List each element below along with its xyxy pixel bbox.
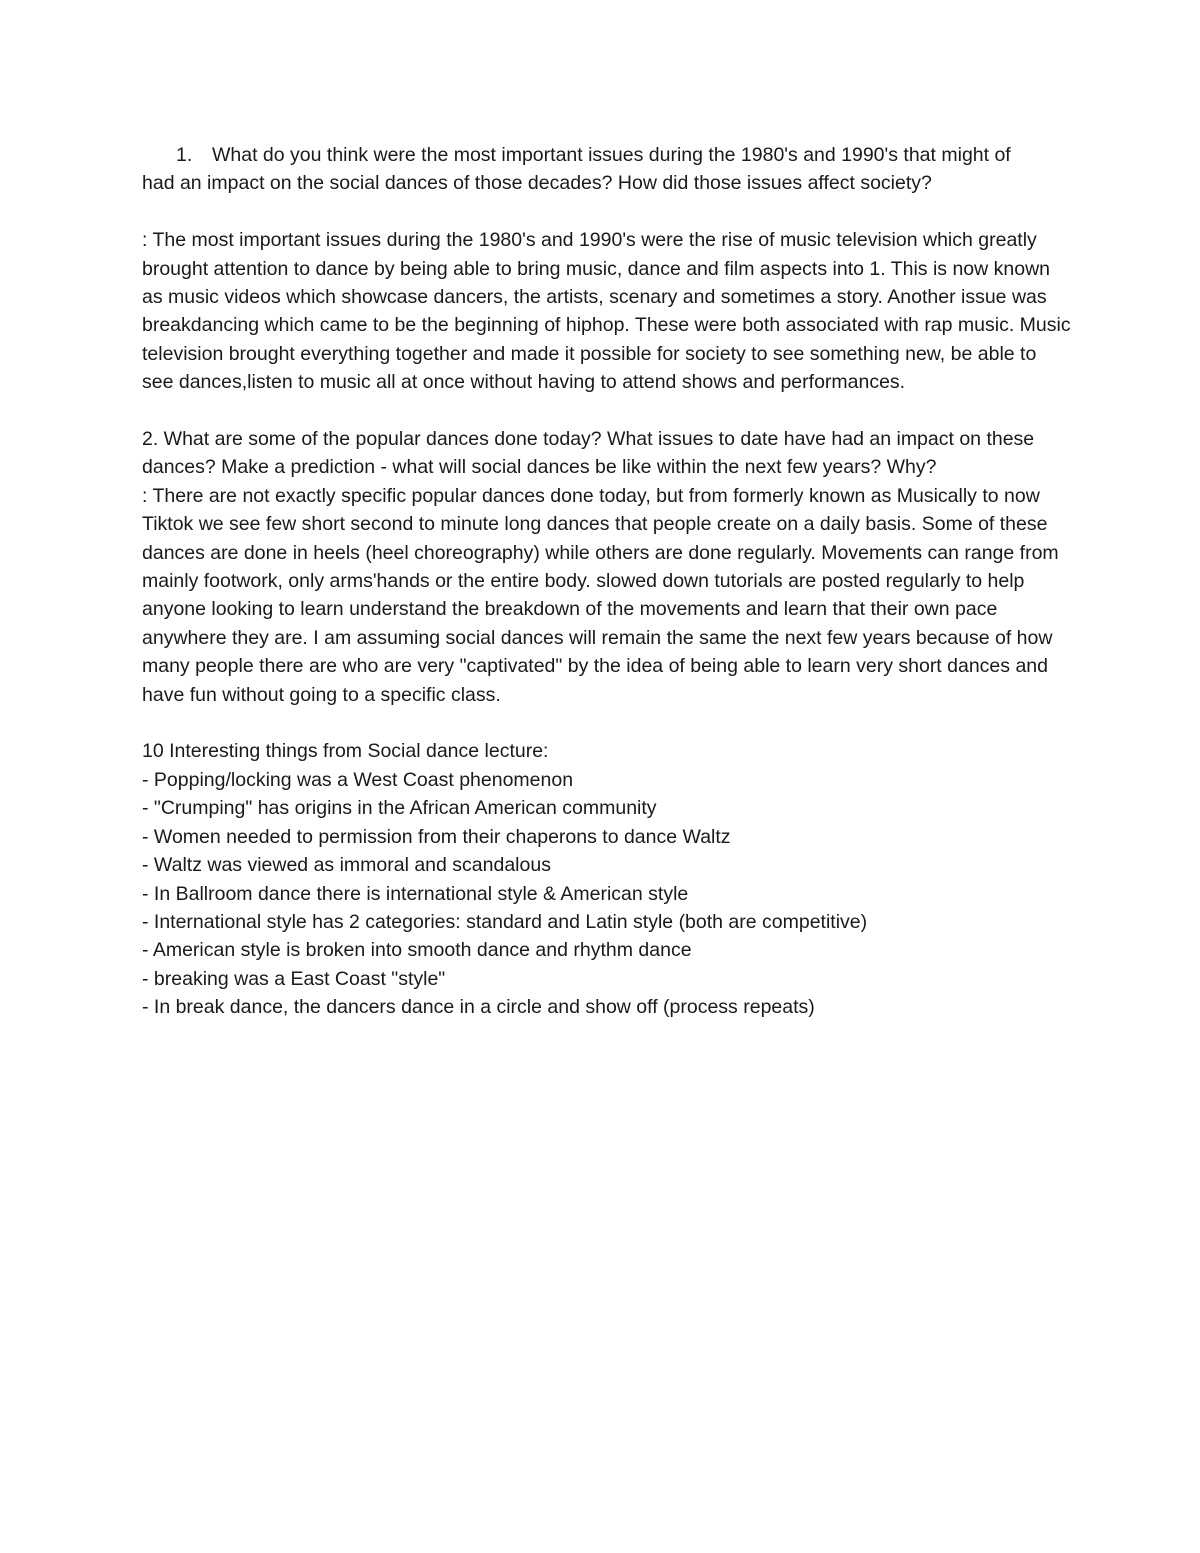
lecture-item: - Popping/locking was a West Coast phenomenon bbox=[142, 768, 574, 791]
lecture-list bbox=[142, 766, 1072, 1022]
lecture-heading: 10 Interesting things from Social dance lecture: bbox=[142, 740, 549, 763]
lecture-item: - In Ballroom dance there is international style & American style bbox=[142, 882, 689, 905]
document-page bbox=[142, 141, 1072, 1022]
lecture-item: - Waltz was viewed as immoral and scandalous bbox=[142, 854, 551, 877]
lecture-item: - "Crumping" has origins in the African American community bbox=[142, 797, 657, 820]
spacer bbox=[142, 397, 1072, 425]
question-1-number: 1. bbox=[176, 144, 193, 166]
answer-1: : The most important issues during the 1980's and 1990's were the rise of music television which greatly brought attention to dance by being able to bring music, dance and film aspects into 1. This is now known as music videos which showcase dancers, the artists, scenary and sometimes a story. Another issue was breakdancing which came to be the beginning of hiphop. These were both associated with rap music. Music television brought everything together and made it possible for society to see something new, be able to see dances,listen to music all at once without having to attend shows and performances. bbox=[142, 229, 1071, 394]
question-1-text: What do you think were the most important issues during the 1980's and 1990's that might of bbox=[212, 144, 1011, 166]
lecture-item: - breaking was a East Coast "style" bbox=[142, 967, 446, 990]
answer-2: : There are not exactly specific popular dances done today, but from formerly known as Musically to now Tiktok we see few short second to minute long dances that people create on a daily basis. Some of these dances are done in heels (heel choreography) while others are done regularly. Movements can range from mainly footwork, only arms'hands or the entire body. slowed down tutorials are posted regularly to help anyone looking to learn understand the breakdown of the movements and learn that their own pace anywhere they are. I am assuming social dances will remain the same the next few years because of how many people there are who are very "captivated" by the idea of being able to learn very short dances and have fun without going to a specific class. bbox=[142, 484, 1059, 706]
question-2: 2. What are some of the popular dances done today? What issues to date have had an impact on these dances? Make a prediction - what will social dances be like within the next few years? Why? bbox=[142, 428, 1035, 479]
lecture-item: - American style is broken into smooth dance and rhythm dance bbox=[142, 939, 692, 962]
question-1 bbox=[142, 141, 1072, 169]
lecture-item: - Women needed to permission from their chaperons to dance Waltz bbox=[142, 825, 731, 848]
spacer bbox=[142, 709, 1072, 737]
spacer bbox=[142, 198, 1072, 226]
lecture-item: - International style has 2 categories: standard and Latin style (both are competitive) bbox=[142, 910, 868, 933]
lecture-item: - In break dance, the dancers dance in a circle and show off (process repeats) bbox=[142, 996, 815, 1019]
question-1-continuation: had an impact on the social dances of those decades? How did those issues affect society? bbox=[142, 172, 932, 195]
